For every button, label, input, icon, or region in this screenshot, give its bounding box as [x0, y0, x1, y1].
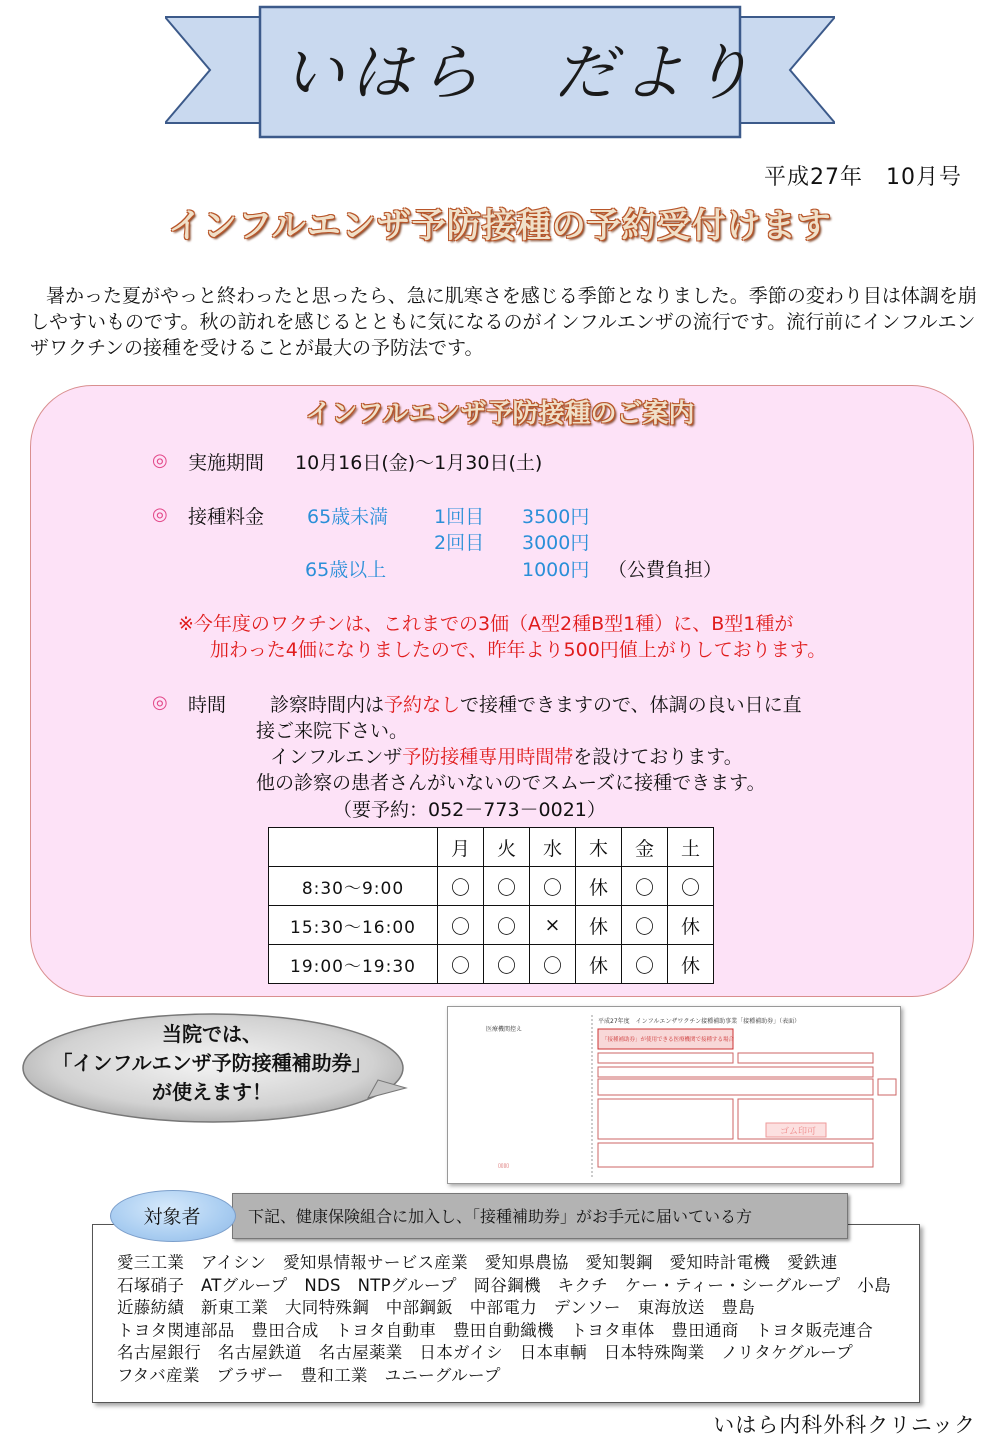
table-row [269, 867, 714, 906]
price-notice-line1: ※今年度のワクチンは、これまでの3価（A型2種B型1種）に、B型1種が [178, 613, 794, 635]
company-line: 近藤紡績 新東工業 大同特殊鋼 中部鋼鈑 中部電力 デンソー 東海放送 豊島 [117, 1298, 756, 1317]
table-header-cell: 火 [484, 828, 530, 867]
time-paragraph-3: 他の診察の患者さんがいないのでスムーズに接種できます。 [256, 772, 766, 794]
target-description: 下記、健康保険組合に加入し、「接種補助券」がお手元に届いている方 [248, 1207, 753, 1226]
table-corner-cell [269, 828, 438, 867]
fee-over65-price: 1000円 [522, 559, 590, 581]
fee-first-price: 3500円 [522, 506, 590, 528]
coupon-form-drawing [448, 1007, 900, 1183]
price-notice-line2: 加わった4価になりましたので、昨年より500円値上がりしております。 [210, 639, 827, 661]
table-cell: 〇 [484, 867, 530, 906]
fee-second-dose: 2回目 [434, 532, 485, 554]
company-line: 愛三工業 アイシン 愛知県情報サービス産業 愛知県農協 愛知製鋼 愛知時計電機 愛鉄連 [117, 1253, 838, 1272]
time-text: 診察時間内は [270, 694, 385, 716]
fee-first-dose: 1回目 [434, 506, 485, 528]
table-cell: 〇 [484, 906, 530, 945]
company-line: トヨタ関連部品 豊田合成 トヨタ自動車 豊田自動織機 トヨタ車体 豊田通商 トヨタ販売連合 [117, 1320, 873, 1340]
dedicated-hours-highlight: 予防接種専用時間帯 [402, 746, 574, 768]
fee-second-price: 3000円 [522, 532, 590, 554]
coupon-header-title: 平成27年度 インフルエンザワクチン接種補助事業「接種補助券」（表面） [598, 1018, 801, 1025]
callout-line: が使えます！ [152, 1080, 272, 1104]
coupon-stamp-text: ゴム印可 [780, 1127, 817, 1137]
time-text: 接ご来院下さい。 [256, 720, 409, 742]
reservation-phone: （要予約：052－773－0021） [333, 799, 606, 821]
table-row [269, 945, 714, 984]
table-header-cell: 月 [438, 828, 484, 867]
time-text: を設けております。 [573, 746, 743, 768]
time-slot-cell: 15:30～16:00 [269, 906, 438, 945]
svg-text:▯▯▯▯: ▯▯▯▯ [498, 1163, 510, 1169]
table-header-cell: 土 [668, 828, 714, 867]
headline: インフルエンザ予防接種の予約受付けます [168, 206, 832, 246]
time-slot-cell: 8:30～9:00 [269, 867, 438, 906]
table-cell: 〇 [438, 867, 484, 906]
coupon-callout [22, 1020, 402, 1107]
fee-over65: 65歳以上 [305, 559, 387, 581]
time-text: で接種できますので、体調の良い日に直 [460, 694, 802, 716]
table-header-cell: 水 [530, 828, 576, 867]
time-paragraph-2 [270, 742, 743, 769]
coupon-form-image [447, 1006, 901, 1184]
coupon-red-box-text: 「接種補助券」が使用できる医療機関で接種する場合 [602, 1037, 735, 1043]
table-cell: 〇 [622, 867, 668, 906]
callout-line: 「インフルエンザ予防接種補助券」 [52, 1051, 372, 1075]
table-cell: 休 [576, 945, 622, 984]
table-cell: 休 [576, 867, 622, 906]
table-header-cell: 木 [576, 828, 622, 867]
bullet-mark-period: ◎ [152, 450, 168, 471]
target-label: 対象者 [143, 1206, 201, 1228]
table-cell: 〇 [530, 867, 576, 906]
table-cell: 〇 [530, 945, 576, 984]
time-label: 時間 [188, 694, 227, 716]
table-cell: 休 [668, 906, 714, 945]
table-cell: × [530, 906, 576, 945]
coupon-header-left: 医療機関控え [486, 1026, 523, 1033]
table-header-row [269, 828, 714, 867]
table-cell: 〇 [484, 945, 530, 984]
fee-label: 接種料金 [188, 506, 265, 528]
time-text: インフルエンザ [270, 746, 403, 768]
table-header-cell: 金 [622, 828, 668, 867]
period-label: 実施期間 [188, 452, 265, 474]
table-cell: 休 [576, 906, 622, 945]
table-cell: 〇 [622, 945, 668, 984]
table-row [269, 906, 714, 945]
table-cell: 〇 [668, 867, 714, 906]
clinic-name: いはら内科外科クリニック [713, 1413, 976, 1437]
schedule-table [268, 827, 714, 984]
callout-line: 当院では、 [162, 1022, 262, 1046]
intro-paragraph: 暑かった夏がやっと終わったと思ったら、急に肌寒さを感じる季節となりました。季節の変わり目は体調を崩しやすいものです。秋の訪れを感じるとともに気になるのがインフルエンザの流行です。流行前にインフルエンザワクチンの接種を受けることが最大の予防法です。 [30, 285, 977, 359]
no-reservation-highlight: 予約なし [384, 694, 461, 716]
company-line: 石塚硝子 ATグループ NDS NTPグループ 岡谷鋼機 キクチ ケー・ティー・シーグループ 小島 [117, 1275, 891, 1295]
bullet-mark-time: ◎ [152, 692, 168, 713]
company-line: フタバ産業 ブラザー 豊和工業 ユニーグループ [117, 1365, 501, 1385]
table-cell: 〇 [438, 906, 484, 945]
time-paragraph-1 [270, 690, 802, 717]
company-line: 名古屋銀行 名古屋鉄道 名古屋薬業 日本ガイシ 日本車輌 日本特殊陶業 ノリタケグループ [117, 1343, 854, 1362]
fee-under65: 65歳未満 [307, 506, 389, 528]
guide-title: インフルエンザ予防接種のご案内 [305, 399, 695, 429]
time-slot-cell: 19:00～19:30 [269, 945, 438, 984]
company-list [117, 1252, 897, 1387]
table-cell: 〇 [438, 945, 484, 984]
bullet-mark-fee: ◎ [152, 504, 168, 525]
newsletter-title: いはら だより [281, 36, 758, 109]
period-value: 10月16日(金)～1月30日(土) [295, 452, 543, 474]
table-cell: 休 [668, 945, 714, 984]
issue-date: 平成27年 10月号 [764, 165, 962, 190]
table-cell: 〇 [622, 906, 668, 945]
fee-over65-note: （公費負担） [608, 559, 723, 581]
